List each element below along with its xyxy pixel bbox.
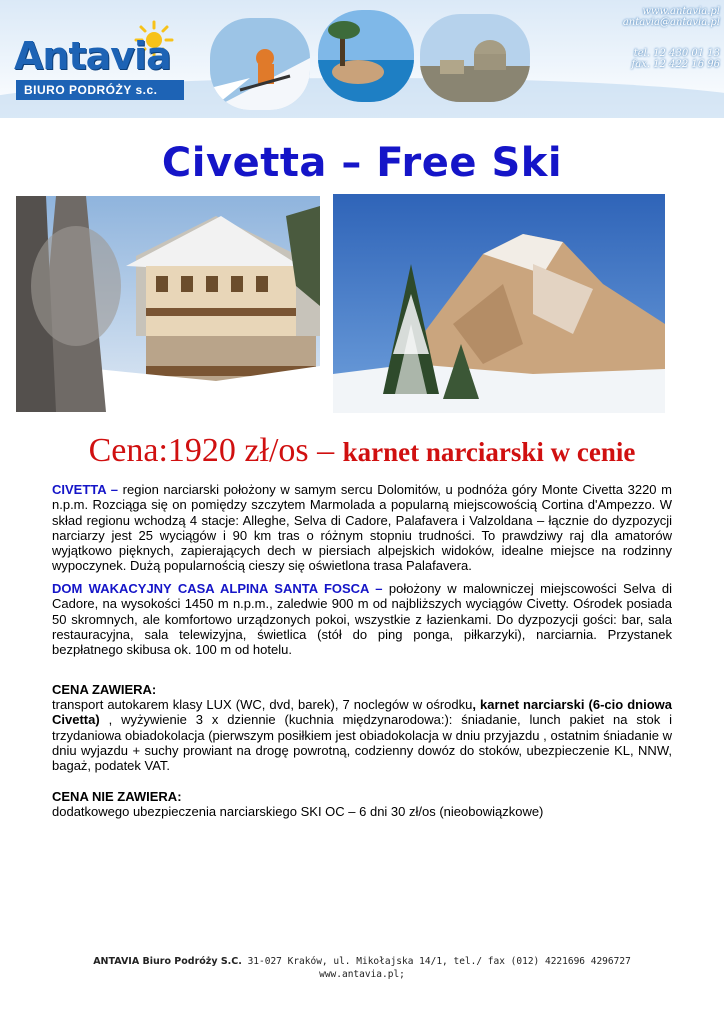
- excludes-paragraph: dodatkowego ubezpieczenia narciarskiego SKI OC – 6 dni 30 zł/os (nieobowiązkowe): [52, 804, 544, 819]
- hotel-photo: [16, 196, 320, 412]
- price-note: karnet narciarski w cenie: [342, 437, 636, 467]
- includes-text-before: transport autokarem klasy LUX (WC, dvd, barek), 7 noclegów w ośrodku: [52, 697, 473, 712]
- footer: [0, 955, 724, 981]
- tel-text: tel. 12 430 01 13: [633, 48, 720, 59]
- includes-bold: , karnet narciarski (6-cio dniowa Civetta): [52, 697, 672, 728]
- footer-company: ANTAVIA Biuro Podróży S.C.: [93, 956, 242, 967]
- includes-paragraph: [52, 697, 672, 773]
- coast-photo: [318, 10, 414, 102]
- includes-heading: CENA ZAWIERA:: [52, 682, 157, 697]
- price-line: [0, 432, 724, 470]
- includes-text-after: , wyżywienie 3 x dziennie (kuchnia międzynarodowa:): śniadanie, lunch pakiet na stok i trzydaniowa obiadokolacja (pierwszym posiłkiem jest obiadokolacja w dniu przyjazdu , ostatnim śniadanie w dniu wyjazdu + suchy prowiant na drogę powrotną, codzienny dowóz do stoków, ubezpieczenie KL, NNW, bagaż, podatek VAT.: [52, 712, 672, 774]
- footer-website[interactable]: www.antavia.pl;: [319, 969, 405, 980]
- logo-tagline: BIURO PODRÓŻY s.c.: [16, 80, 184, 100]
- city-photo: [420, 14, 530, 102]
- hotel-label: DOM WAKACYJNY CASA ALPINA SANTA FOSCA –: [52, 581, 383, 596]
- logo-name: Antavia: [14, 34, 171, 78]
- website-text[interactable]: www.antavia.pl: [642, 6, 720, 17]
- header-banner: [0, 0, 724, 118]
- hotel-paragraph: [52, 581, 672, 657]
- mountain-photo: [333, 194, 665, 413]
- skier-photo: [210, 18, 310, 110]
- footer-address: 31-027 Kraków, ul. Mikołajska 14/1, tel./ fax (012) 4221696 4296727: [241, 956, 631, 967]
- contact-info: [560, 6, 720, 70]
- intro-text: region narciarski położony w samym sercu Dolomitów, u podnóża góry Monte Civetta 3220 m n.p.m. Rozciąga się on pomiędzy szczytem Marmolada a popularną miejscowością Cortina d'Ampezzo. W skład regionu wchodzą 4 stacje: Alleghe, Selva di Cadore, Palafavera i Valzoldana – łącznie do dyzpozycji narciarzy jest 25 wyciągów i 90 km tras o różnym stopniu trudności. To prawdziwy raj dla amatorów wyjątkowo pięknych, zapierających dech w piersiach alpejskich widoków, idealne miejsce na rodzinny wypoczynek. Dużą popularnością cieszy się oświetlona trasa Palafavera.: [52, 482, 672, 574]
- price-main: Cena:1920 zł/os –: [88, 432, 343, 469]
- hotel-text: położony w malowniczej miejscowości Selva di Cadore, na wysokości 1450 m n.p.m., zaledwie 900 m od najbliższych wyciągów Civetty. Ośrodek posiada 50 skromnych, ale komfortowo urządzonych pokoi, wszystkie z łazienkami. Do dyzpozycji gości: bar, sala restauracyjna, sala telewizyjna, świetlica (stół do ping ponga, piłkarzyki), narciarnia. Przystanek bezpłatnego skibusa ok. 100 m od hotelu.: [52, 581, 673, 658]
- email-text[interactable]: antavia@antavia.pl: [622, 17, 720, 28]
- fax-text: fax. 12 422 16 96: [631, 59, 720, 70]
- intro-label: CIVETTA –: [52, 482, 119, 497]
- antavia-logo[interactable]: [12, 20, 184, 104]
- page-title: Civetta – Free Ski: [161, 140, 563, 186]
- excludes-heading: CENA NIE ZAWIERA:: [52, 789, 182, 804]
- intro-paragraph: [52, 482, 672, 574]
